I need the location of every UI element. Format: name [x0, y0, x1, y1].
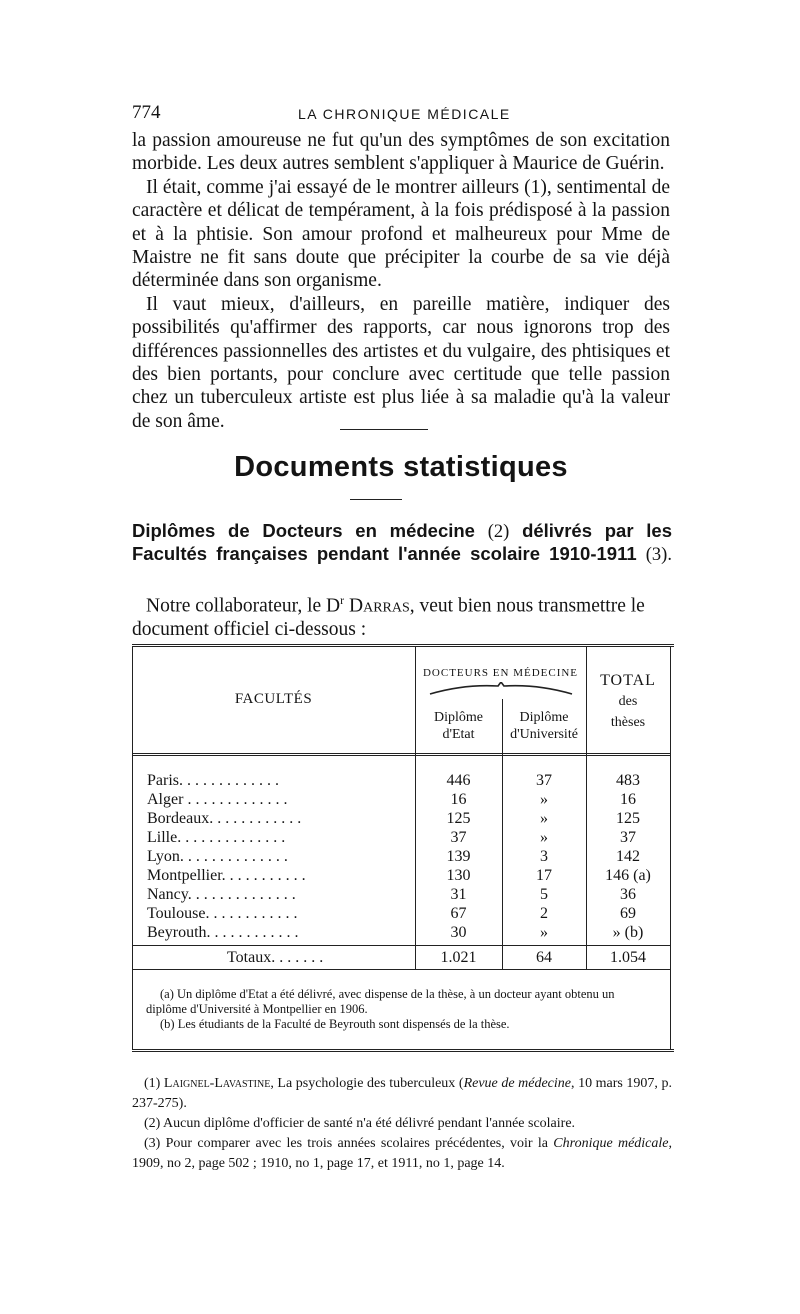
- footnote-3-text-2: , 1909, no 2, page 502 ; 1910, no 1, page 17, et 1911, no 1, page 14.: [132, 1136, 672, 1171]
- cell-etat: 16: [450, 791, 467, 808]
- header-universite: [502, 709, 586, 743]
- total-univ: 64: [536, 949, 552, 966]
- total-total: 1.054: [610, 949, 646, 966]
- footnote-3-journal: Chronique médicale: [553, 1136, 669, 1151]
- cell-etat: 67: [450, 905, 467, 922]
- footnote-1-text-2: , 10 mars 1907, p. 237-275).: [132, 1076, 673, 1111]
- article-text: [132, 129, 670, 433]
- row-totaux: Totaux. . . . . . .: [227, 949, 324, 966]
- cell-total: 37: [620, 829, 636, 846]
- cell-univ: 17: [536, 867, 552, 884]
- cell-univ: »: [540, 829, 548, 846]
- header-total-1: TOTAL: [600, 672, 656, 689]
- row-bordeaux: Bordeaux. . . . . . . . . . . .: [147, 810, 302, 827]
- cell-total: 69: [620, 905, 636, 922]
- table-notes: [146, 987, 656, 1032]
- footnote-2: (2) Aucun diplôme d'officier de santé n'a été délivré pendant l'année scolaire.: [144, 1116, 576, 1131]
- page-number: 774: [132, 102, 161, 123]
- paragraph-3: Il vaut mieux, d'ailleurs, en pareille matière, indiquer des possibilités qu'affirmer des rapports, car nous ignorons trop des différences passionnelles des artistes et du vulgaire, des phtisiques et des bien portants, pour conclure avec certitude que telle passion chez un tuberculeux artiste est plus liée à sa maladie qu'à la valeur de son âme.: [132, 293, 670, 432]
- footnote-1-num: (1): [144, 1076, 161, 1091]
- cell-etat: 30: [450, 924, 467, 941]
- footnote-1-journal: Revue de médecine: [463, 1076, 571, 1091]
- subtitle-text-2: délivrés par les Facultés françaises pendant l'année scolaire 1910-1911: [132, 520, 672, 564]
- cell-total: 142: [616, 848, 640, 865]
- cell-univ: 2: [540, 905, 548, 922]
- intro-sup: r: [340, 593, 345, 607]
- cell-univ: 37: [536, 772, 552, 789]
- totals-rule: [132, 945, 670, 946]
- header-univ-2: d'Université: [510, 727, 578, 742]
- footnote-1-author: Laignel-Lavastine: [163, 1076, 271, 1091]
- running-title: LA CHRONIQUE MÉDICALE: [298, 106, 511, 122]
- running-head: [132, 102, 692, 126]
- cell-etat: 37: [450, 829, 467, 846]
- subtitle-text: Diplômes de Docteurs en médecine: [132, 520, 475, 541]
- cell-total: 483: [616, 772, 640, 789]
- cell-total: 16: [620, 791, 636, 808]
- header-etat-2: d'Etat: [442, 727, 475, 742]
- header-total-3: thèses: [610, 715, 646, 730]
- note-b: (b) Les étudiants de la Faculté de Beyrouth sont dispensés de la thèse.: [160, 1017, 510, 1031]
- author-name: Darras: [349, 595, 410, 617]
- cell-total: 146 (a): [605, 867, 651, 884]
- statistics-table: [132, 644, 674, 1052]
- header-univ-1: Diplôme: [519, 710, 569, 725]
- table-right-border: [670, 647, 671, 1049]
- footnote-1-text: , La psychologie des tuberculeux (: [270, 1076, 464, 1091]
- cell-total: » (b): [612, 924, 644, 941]
- section-title: Documents statistiques: [234, 451, 568, 483]
- total-etat: 1.021: [440, 949, 477, 966]
- footnote-1: [132, 1074, 672, 1114]
- footnote-ref-3[interactable]: (3).: [645, 545, 672, 565]
- cell-univ: »: [540, 810, 548, 827]
- cell-etat: 446: [446, 772, 471, 789]
- brace-icon: [428, 682, 574, 696]
- header-facultes: FACULTÉS: [234, 691, 313, 707]
- row-montpellier: Montpellier. . . . . . . . . . .: [147, 867, 306, 884]
- header-docteurs: DOCTEURS EN MÉDECINE: [422, 667, 579, 679]
- header-total-2: des: [618, 694, 638, 709]
- row-toulouse: Toulouse. . . . . . . . . . . .: [147, 905, 298, 922]
- footnote-ref-2[interactable]: (2): [487, 522, 510, 542]
- intro-paragraph: [132, 589, 672, 641]
- header-etat-1: Diplôme: [434, 710, 483, 725]
- row-nancy: Nancy. . . . . . . . . . . . . .: [147, 886, 296, 903]
- row-lille: Lille. . . . . . . . . . . . . .: [147, 829, 286, 846]
- paragraph-2: Il était, comme j'ai essayé de le montrer ailleurs (1), sentimental de caractère et délicat de tempérament, à la fois prédisposé à la passion et à la phtisie. Son amour profond et malheureux pour Mme de Maistre ne fit sans doute que précipiter la courbe de sa vie déjà déterminée dans son organisme.: [132, 176, 670, 292]
- row-beyrouth: Beyrouth. . . . . . . . . . . .: [147, 924, 299, 941]
- cell-univ: »: [540, 924, 548, 941]
- footnote-3-text: (3) Pour comparer avec les trois années scolaires précédentes, voir la: [144, 1136, 554, 1151]
- intro-text-2: , veut bien nous transmettre le document officiel ci-dessous :: [132, 595, 645, 640]
- row-alger: Alger . . . . . . . . . . . . .: [147, 791, 288, 808]
- intro-text: Notre collaborateur, le D: [146, 595, 341, 617]
- row-paris: Paris. . . . . . . . . . . . .: [147, 772, 279, 789]
- table-subtitle: [132, 520, 672, 566]
- footnote-3: [132, 1134, 672, 1174]
- header-total: [586, 671, 670, 733]
- row-lyon: Lyon. . . . . . . . . . . . . .: [147, 848, 288, 865]
- header-etat: [415, 709, 502, 743]
- cell-univ: »: [540, 791, 548, 808]
- header-rule: [132, 753, 670, 756]
- cell-etat: 130: [446, 867, 471, 884]
- cell-total: 36: [620, 886, 636, 903]
- notes-rule: [132, 969, 670, 970]
- cell-etat: 31: [450, 886, 467, 903]
- footnotes: [132, 1074, 672, 1174]
- separator-rule: [340, 429, 428, 430]
- cell-etat: 125: [446, 810, 471, 827]
- paragraph-1: la passion amoureuse ne fut qu'un des symptômes de son excitation morbide. Les deux autres semblent s'appliquer à Maurice de Guérin.: [132, 130, 670, 175]
- cell-univ: 5: [540, 886, 548, 903]
- cell-total: 125: [616, 810, 640, 827]
- cell-univ: 3: [540, 848, 548, 865]
- title-underline: [350, 499, 402, 500]
- note-a: (a) Un diplôme d'Etat a été délivré, avec dispense de la thèse, à un docteur ayant obtenu un diplôme d'Université à Montpellier en 1906.: [146, 987, 615, 1016]
- cell-etat: 139: [446, 848, 471, 865]
